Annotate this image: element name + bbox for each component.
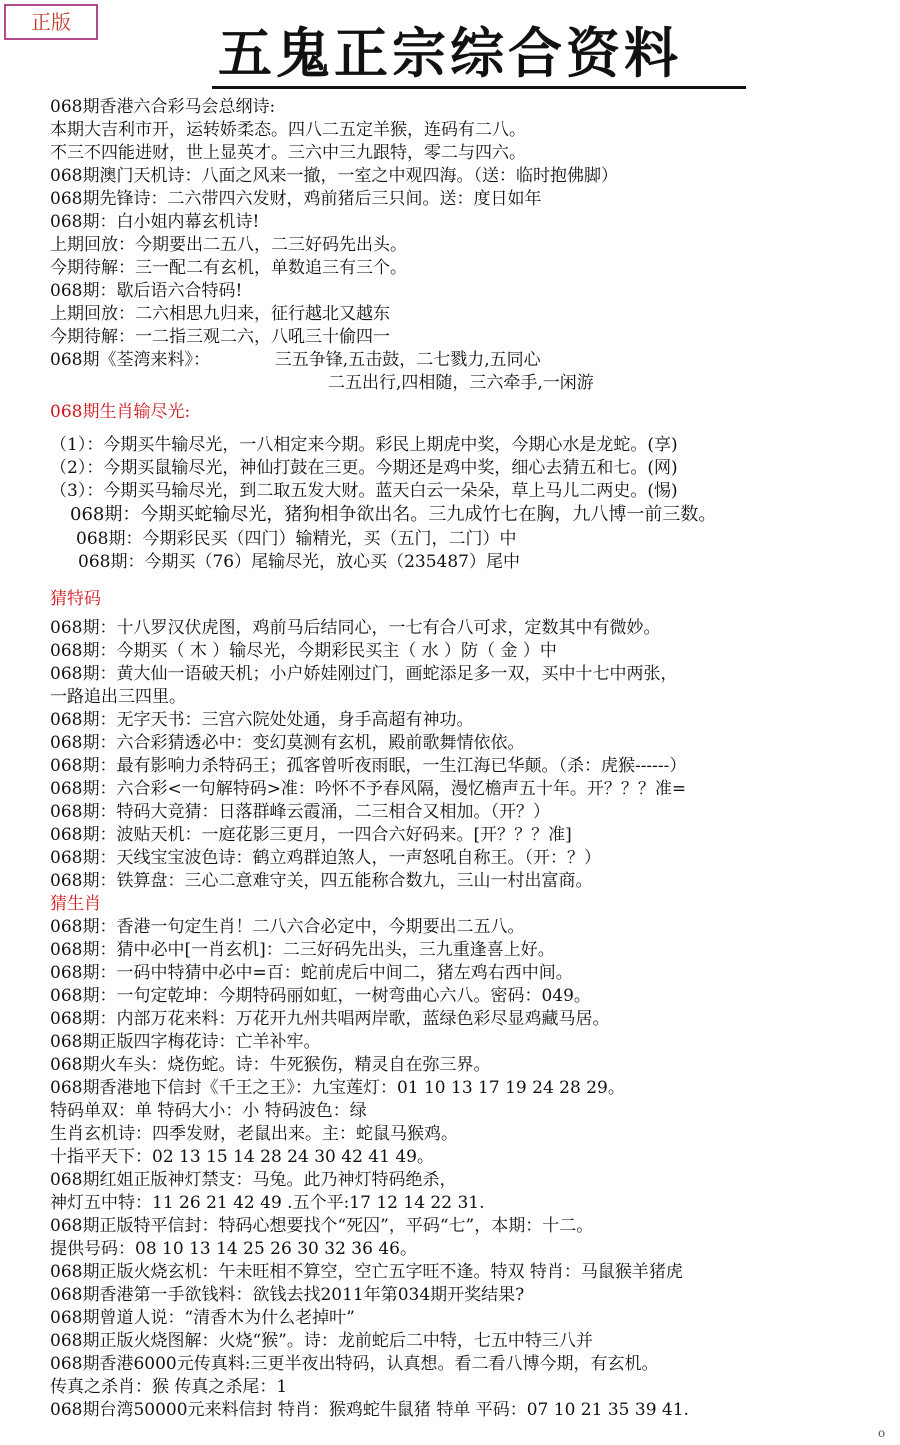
page-title: 五鬼正宗综合资料 (218, 22, 682, 85)
text-line: 068期：六合彩猜透必中：变幻莫测有玄机，殿前歌舞情依依。 (50, 732, 525, 753)
text-line: （2）：今期买鼠输尽光，神仙打鼓在三更。今期还是鸡中奖，细心去猜五和七。(网) (50, 458, 678, 478)
section-heading-tema: 猜特码 (50, 588, 101, 609)
text-line: 068期火车头：烧伤蛇。诗：牛死猴伤，精灵自在弥三界。 (50, 1054, 491, 1075)
text-line: 068期：今期买蛇输尽光，猪狗相争欲出名。三九成竹七在胸，九八博一前三数。 (70, 504, 717, 525)
text-line: 068期：波贴天机：一庭花影三更月，一四合六好码来。[开？？？准] (50, 824, 572, 845)
text-line: 068期：一句定乾坤：今期特码丽如虹，一树弯曲心六八。密码：049。 (50, 985, 591, 1006)
text-line: 068期红姐正版神灯禁支：马兔。此乃神灯特码绝杀， (50, 1169, 457, 1190)
text-line: 068期：香港一句定生肖！二八六合必定中，今期要出二五八。 (50, 916, 525, 937)
text-line: 068期台湾50000元来料信封 特肖：猴鸡蛇牛鼠猪 特单 平码：07 10 21 35 39 41. (50, 1399, 689, 1420)
text-line: 068期香港第一手欲钱料：欲钱去找2011年第034期开奖结果? (50, 1284, 525, 1305)
text-line: 068期：天线宝宝波色诗：鹤立鸡群迫煞人，一声怒吼自称王。（开：？） (50, 847, 601, 868)
text-line: 068期：特码大竞猜：日落群峰云霞涌，二三相合又相加。（开？） (50, 801, 550, 822)
text-line: 068期澳门天机诗：八面之风来一撤，一室之中观四海。（送：临时抱佛脚） (50, 166, 618, 186)
text-line: 本期大吉利市开，运转娇柔态。四八二五定羊猴，连码有二八。 (50, 120, 526, 140)
text-line: 068期《荃湾来料》： 三五争锋,五击鼓，二七戮力,五同心 (50, 350, 541, 370)
edition-badge: 正版 (4, 4, 98, 40)
text-line: 068期：黄大仙一语破天机；小户娇娃刚过门，画蛇添足多一双，买中十七中两张， (50, 663, 678, 684)
text-line: 068期：白小姐内幕玄机诗! (50, 212, 260, 232)
text-line: 068期香港地下信封《千王之王》：九宝莲灯：01 10 13 17 19 24 28 29。 (50, 1077, 625, 1098)
corner-mark: o (878, 1426, 886, 1440)
text-line: 068期香港六合彩马会总纲诗: (50, 97, 276, 117)
text-line: 068期：最有影响力杀特码王；孤客曾听夜雨眠，一生江海已华颠。（杀：虎猴------） (50, 755, 687, 776)
text-line: 068期：猜中必中[一肖玄机]：二三好码先出头，三九重逢喜上好。 (50, 939, 555, 960)
text-line: 068期：歇后语六合特码! (50, 281, 243, 301)
text-line: 068期：今期买（ 木 ）输尽光，今期彩民买主（ 水 ）防（ 金 ）中 (50, 640, 557, 661)
text-line: 068期：今期买（76）尾输尽光，放心买（235487）尾中 (78, 551, 520, 572)
main-content (50, 96, 900, 1422)
text-line: 068期正版四字梅花诗：亡羊补牢。 (50, 1031, 321, 1052)
text-line: 今期待解：三一配二有玄机，单数追三有三个。 (50, 258, 407, 278)
text-line: 不三不四能进财，世上显英才。三六中三九跟特，零二与四六。 (50, 143, 526, 163)
text-line: 提供号码：08 10 13 14 25 26 30 32 36 46。 (50, 1238, 417, 1259)
text-line: 神灯五中特：11 26 21 42 49 .五个平:17 12 14 22 31. (50, 1192, 485, 1213)
text-line: 068期：铁算盘：三心二意难守关，四五能称合数九，三山一村出富商。 (50, 870, 593, 891)
text-line: 068期正版火烧玄机：午未旺相不算空，空亡五字旺不逢。特双 特肖：马鼠猴羊猪虎 (50, 1261, 683, 1282)
text-line: 十指平天下：02 13 15 14 28 24 30 42 41 49。 (50, 1146, 434, 1167)
text-line: 068期香港6000元传真料:三更半夜出特码，认真想。看二看八博今期，有玄机。 (50, 1353, 659, 1374)
title-underline (212, 86, 746, 89)
text-line: 068期正版火烧图解：火烧“猴”。诗：龙前蛇后二中特，七五中特三八并 (50, 1330, 593, 1351)
text-line: 上期回放：二六相思九归来，征行越北又越东 (50, 304, 390, 324)
text-line: 068期：一码中特猜中必中=百：蛇前虎后中间二，猪左鸡右西中间。 (50, 962, 573, 983)
text-line: （1）：今期买牛输尽光，一八相定来今期。彩民上期虎中奖，今期心水是龙蛇。(享) (50, 435, 678, 455)
text-line: 一路追出三四里。 (50, 686, 186, 707)
text-line: 068期：六合彩<一句解特码>准：吟怀不予春风隔，漫忆檐声五十年。开？？？准= (50, 778, 687, 799)
text-line: 068期：无字天书：三宫六院处处通，身手高超有神功。 (50, 709, 474, 730)
text-line: 特码单双：单 特码大小：小 特码波色：绿 (50, 1100, 367, 1121)
text-line: 生肖玄机诗：四季发财，老鼠出来。主：蛇鼠马猴鸡。 (50, 1123, 458, 1144)
section-heading-shengxiao: 068期生肖输尽光: (50, 402, 191, 422)
text-line: 068期正版特平信封：特码心想要找个“死囚”，平码“七”，本期：十二。 (50, 1215, 594, 1236)
text-line: 068期曾道人说：“清香木为什么老掉叶” (50, 1307, 355, 1328)
text-line: 传真之杀肖：猴 传真之杀尾：1 (50, 1376, 288, 1397)
text-line: 068期：十八罗汉伏虎图，鸡前马后结同心，一七有合八可求，定数其中有微妙。 (50, 617, 661, 638)
text-line: 今期待解：一二指三观二六，八吼三十偷四一 (50, 327, 390, 347)
section-heading-shengxiao-guess: 猜生肖 (50, 893, 101, 914)
text-line: （3）：今期买马输尽光，到二取五发大财。蓝天白云一朵朵，草上马儿二两史。(惕) (50, 481, 678, 501)
text-line: 068期先锋诗：二六带四六发财，鸡前猪后三只间。送：度日如年 (50, 189, 542, 209)
text-line: 068期：内部万花来料：万花开九州共唱两岸歌，蓝绿色彩尽显鸡藏马居。 (50, 1008, 610, 1029)
text-line: 068期：今期彩民买（四门）输精光，买（五门，二门）中 (76, 528, 517, 549)
text-line: 上期回放：今期要出二五八，二三好码先出头。 (50, 235, 407, 255)
text-line: 二五出行,四相随，三六牵手,一闲游 (328, 373, 594, 393)
